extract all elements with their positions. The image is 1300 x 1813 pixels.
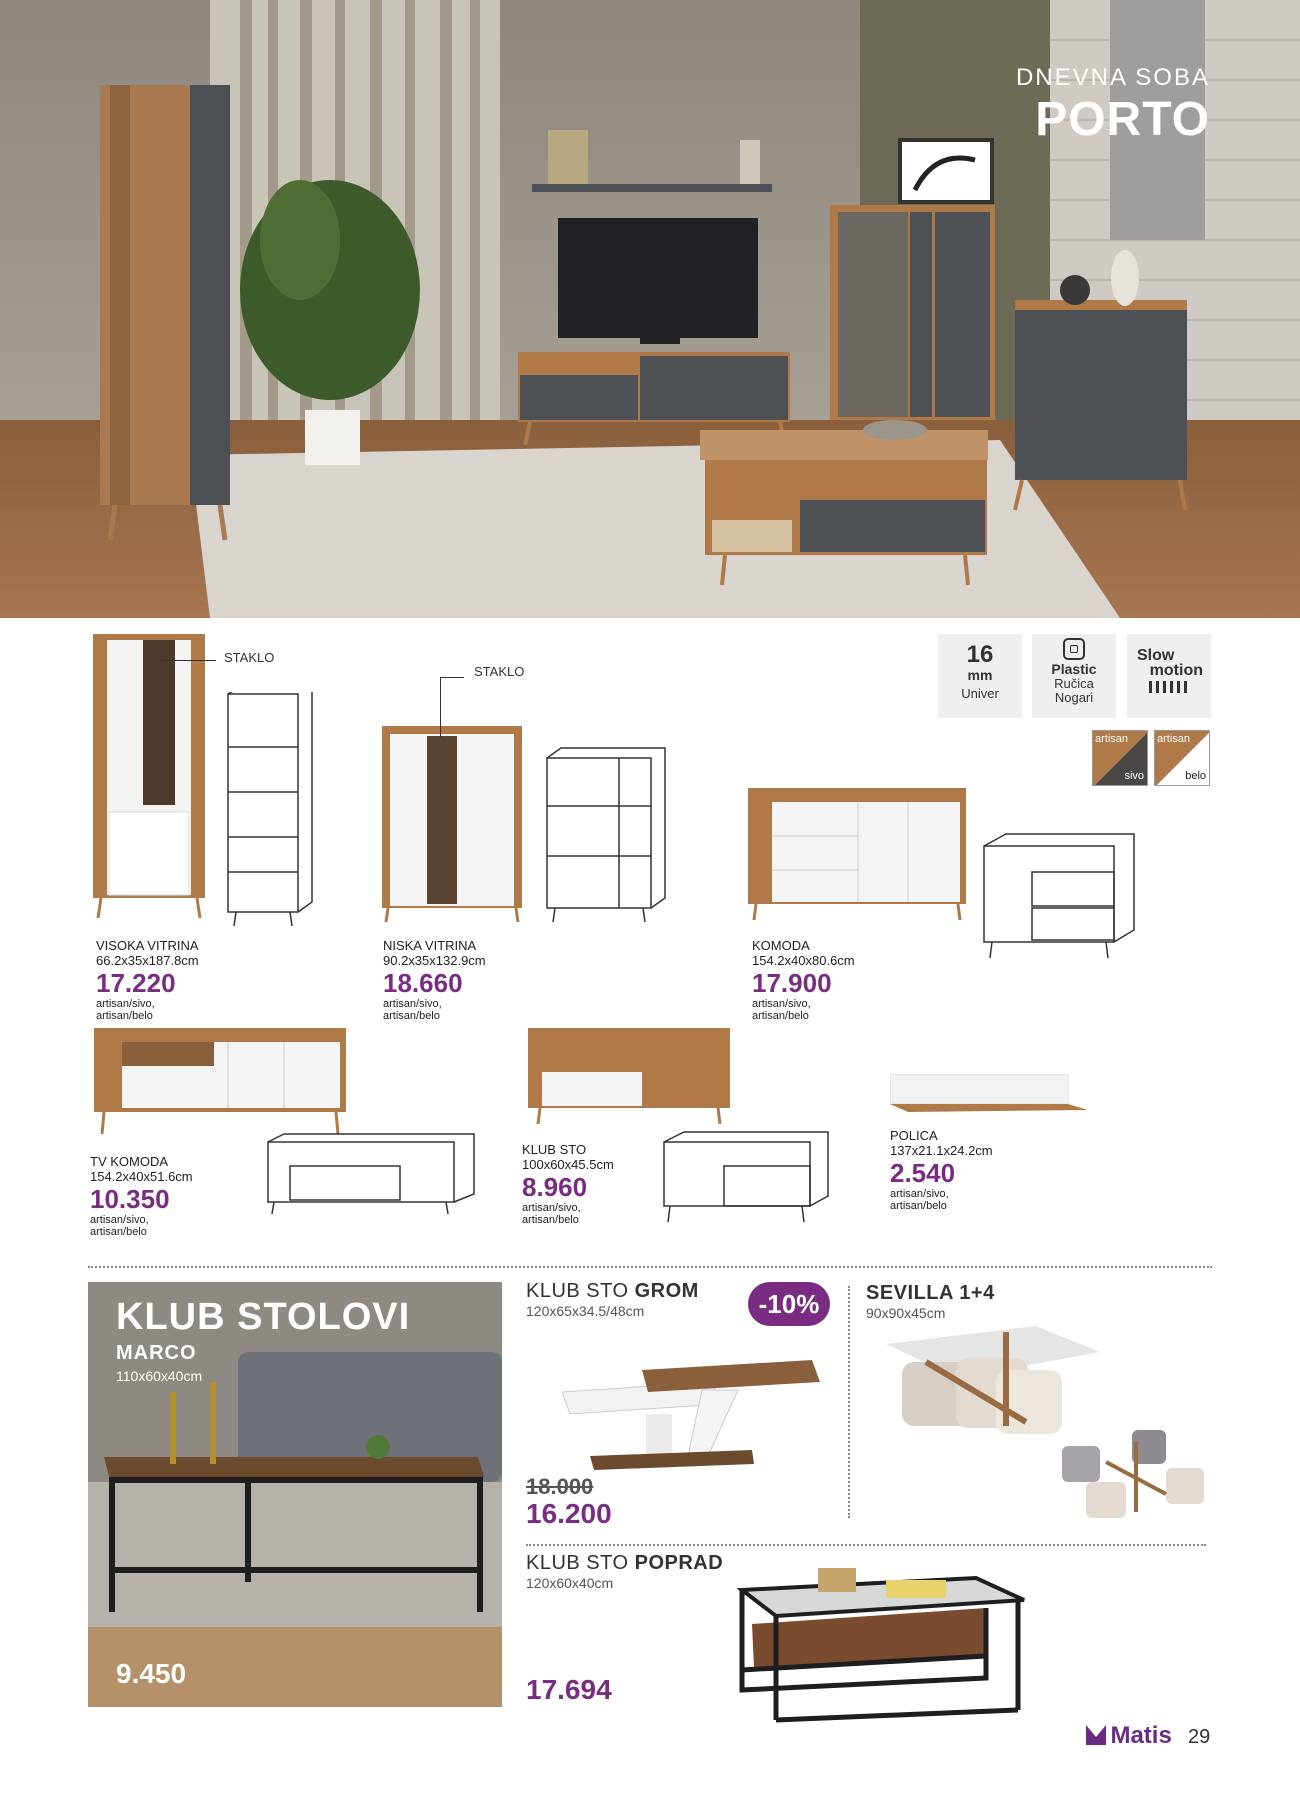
page-number: 29 [1188, 1726, 1211, 1748]
grom-prefix: KLUB STO [526, 1280, 629, 1302]
handle-sub2: Nogari [1054, 690, 1094, 705]
handle-label: Plastic [1051, 661, 1097, 677]
hero-subtitle: DNEVNA SOBA [1015, 64, 1210, 91]
product-niska-vitrina-photo [382, 726, 522, 922]
grom-old-price: 18.000 [526, 1474, 594, 1499]
motion-line2: motion [1149, 662, 1203, 679]
product-klub-sto-photo [528, 1028, 730, 1124]
poprad-photo [736, 1560, 1026, 1726]
marco-promo [88, 1282, 502, 1707]
product-name: POLICA [890, 1128, 938, 1143]
product-dims: 100x60x45.5cm [522, 1157, 614, 1172]
product-komoda-drawing [982, 832, 1138, 962]
marco-section-title: KLUB STOLOVI [116, 1296, 411, 1338]
product-tv-komoda-photo [94, 1028, 346, 1136]
product-dims: 66.2x35x187.8cm [96, 953, 199, 968]
section-divider-2 [526, 1544, 1206, 1546]
product-price: 18.660 [383, 968, 463, 998]
poprad-prefix: KLUB STO [526, 1552, 629, 1574]
feature-thickness [938, 634, 1022, 718]
sevilla-name: SEVILLA 1+4 [866, 1282, 995, 1304]
motion-line1: Slow [1137, 647, 1175, 664]
staklo-callout-1: STAKLO [224, 650, 275, 665]
feature-slow-motion [1127, 634, 1211, 718]
marco-name: MARCO [116, 1342, 197, 1364]
grom-photo [562, 1346, 824, 1476]
feature-handle [1032, 634, 1116, 718]
marco-price: 9.450 [116, 1658, 187, 1689]
handle-icon [1063, 638, 1085, 660]
product-price: 17.900 [752, 968, 832, 998]
swatch-artisan-belo [1154, 730, 1210, 786]
product-card-tv-komoda [90, 1154, 260, 1238]
thickness-value: 16 [966, 641, 994, 668]
product-price: 17.220 [96, 968, 176, 998]
staklo-leader-1 [160, 660, 216, 661]
product-colors: artisan/sivo, artisan/belo [383, 998, 442, 1022]
column-divider [848, 1286, 850, 1518]
product-name: VISOKA VITRINA [96, 938, 199, 953]
product-dims: 90.2x35x132.9cm [383, 953, 486, 968]
sevilla-photo [886, 1322, 1216, 1522]
product-card-visoka-vitrina [96, 938, 276, 1022]
swatch-artisan-sivo [1092, 730, 1148, 786]
section-divider [88, 1266, 1212, 1268]
product-card-klub-sto [522, 1142, 672, 1226]
product-price: 8.960 [522, 1172, 588, 1202]
product-visoka-vitrina-drawing [226, 692, 316, 928]
product-colors: artisan/sivo, artisan/belo [96, 998, 155, 1022]
product-niska-vitrina-drawing [545, 746, 667, 926]
staklo-callout-2: STAKLO [474, 664, 525, 679]
sevilla-card [866, 1282, 1166, 1321]
swatch-label-top: artisan [1095, 733, 1129, 745]
product-dims: 154.2x40x80.6cm [752, 953, 855, 968]
product-colors: artisan/sivo, artisan/belo [522, 1202, 581, 1226]
hero-image [0, 0, 1300, 618]
product-card-niska-vitrina [383, 938, 563, 1022]
product-name: TV KOMODA [90, 1154, 169, 1169]
product-card-polica [890, 1128, 1070, 1212]
swatch-label-bottom: sivo [1124, 770, 1144, 782]
product-price: 10.350 [90, 1184, 170, 1214]
sevilla-dims: 90x90x45cm [866, 1305, 946, 1321]
swatch-label-bottom: belo [1185, 770, 1206, 782]
product-komoda-photo [748, 788, 966, 920]
grom-discount-badge: -10% [748, 1282, 830, 1326]
poprad-name: POPRAD [634, 1552, 724, 1574]
product-name: NISKA VITRINA [383, 938, 477, 953]
staklo-leader-2 [440, 677, 441, 737]
product-price: 2.540 [890, 1158, 956, 1188]
handle-sub1: Ručica [1054, 676, 1094, 691]
product-visoka-vitrina-photo [93, 634, 205, 918]
thickness-label: Univer [961, 686, 999, 701]
grom-dims: 120x65x34.5/48cm [526, 1303, 645, 1319]
brand-name: Matis [1110, 1722, 1172, 1749]
product-klub-sto-drawing [662, 1130, 832, 1226]
grom-price: 16.200 [526, 1498, 612, 1529]
product-card-komoda [752, 938, 932, 1022]
staklo-leader-2b [440, 677, 464, 678]
matis-m-icon [1086, 1725, 1106, 1745]
poprad-price: 17.694 [526, 1674, 612, 1705]
product-colors: artisan/sivo, artisan/belo [890, 1188, 949, 1212]
product-name: KOMODA [752, 938, 810, 953]
product-colors: artisan/sivo, artisan/belo [752, 998, 811, 1022]
product-colors: artisan/sivo, artisan/belo [90, 1214, 149, 1238]
motion-bars-icon [1149, 681, 1189, 693]
marco-dims: 110x60x40cm [116, 1368, 203, 1384]
product-polica-photo [890, 1074, 1088, 1114]
product-name: KLUB STO [522, 1142, 587, 1157]
thickness-unit: mm [967, 667, 993, 683]
poprad-dims: 120x60x40cm [526, 1575, 614, 1591]
product-tv-komoda-drawing [266, 1132, 476, 1216]
hero-title: PORTO [1035, 93, 1210, 146]
product-dims: 154.2x40x51.6cm [90, 1169, 193, 1184]
grom-name: GROM [634, 1280, 699, 1302]
product-dims: 137x21.1x24.2cm [890, 1143, 993, 1158]
swatch-label-top: artisan [1157, 733, 1191, 745]
brand-logo [1086, 1722, 1172, 1750]
